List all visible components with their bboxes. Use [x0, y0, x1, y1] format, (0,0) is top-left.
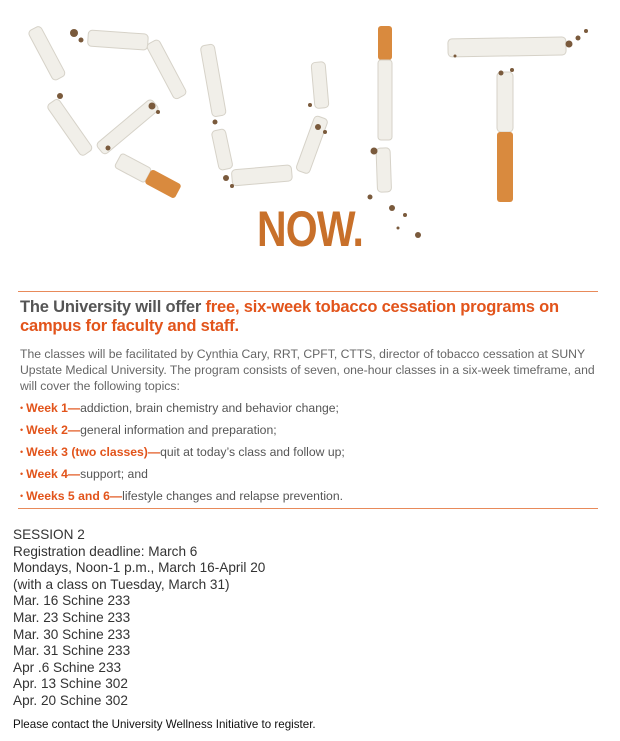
topic-item — [20, 422, 605, 444]
topic-item — [20, 488, 605, 510]
contact-note: Please contact the University Wellness Initiative to register. — [13, 718, 316, 731]
topic-text: support; and — [80, 467, 148, 481]
bullet-icon: • — [20, 491, 24, 501]
topic-text: general information and preparation; — [80, 423, 277, 437]
topic-week: Week 3 (two classes)— — [26, 445, 161, 459]
topic-item — [20, 444, 605, 466]
topic-week: Weeks 5 and 6— — [26, 489, 123, 503]
schedule-note: (with a class on Tuesday, March 31) — [13, 576, 230, 592]
topic-week: Week 1— — [26, 401, 81, 415]
topic-week: Week 2— — [26, 423, 81, 437]
letter-i-cigarettes — [376, 26, 392, 192]
bullet-icon: • — [20, 403, 24, 413]
letter-q-cigarettes — [28, 25, 188, 199]
bullet-icon: • — [20, 469, 24, 479]
letter-t-cigarettes — [448, 37, 566, 202]
now-heading: NOW. — [256, 201, 364, 257]
class-date-room: Mar. 31 Schine 233 — [13, 643, 131, 659]
class-date-room: Mar. 30 Schine 233 — [13, 626, 131, 642]
headline-highlight: free, six-week tobacco cessation programs on campus for faculty and staff. — [20, 298, 559, 335]
session-title: SESSION 2 — [13, 527, 85, 542]
divider-bottom — [18, 508, 598, 509]
class-date-room: Mar. 16 Schine 233 — [13, 593, 131, 609]
registration-deadline: Registration deadline: March 6 — [13, 543, 198, 559]
divider-top — [18, 291, 598, 292]
headline-lead: The University will offer — [20, 298, 206, 316]
bullet-icon: • — [20, 425, 24, 435]
session-schedule — [13, 527, 603, 710]
class-date-room: Apr. 13 Schine 302 — [13, 676, 128, 692]
letter-u-cigarettes — [200, 44, 329, 186]
class-date-room: Mar. 23 Schine 233 — [13, 609, 131, 625]
meeting-schedule: Mondays, Noon-1 p.m., March 16-April 20 — [13, 560, 266, 576]
topic-week: Week 4— — [26, 467, 81, 481]
headline — [20, 298, 600, 336]
topic-item — [20, 466, 605, 488]
bullet-icon: • — [20, 447, 24, 457]
topic-item — [20, 400, 605, 422]
program-description: The classes will be facilitated by Cynthia Cary, RRT, CPFT, CTTS, director of tobacco cessation at SUNY Upstate Medical University. The program consists of seven, one-hour classes in a six-week timeframe, and will cover the following topics: — [20, 347, 595, 393]
topic-text: addiction, brain chemistry and behavior change; — [80, 401, 339, 415]
topic-text: quit at today’s class and follow up; — [160, 445, 345, 459]
class-date-room: Apr. 20 Schine 302 — [13, 692, 128, 708]
class-date-room: Apr .6 Schine 233 — [13, 659, 122, 675]
topic-text: lifestyle changes and relapse prevention. — [122, 489, 343, 503]
topic-list — [20, 400, 605, 510]
